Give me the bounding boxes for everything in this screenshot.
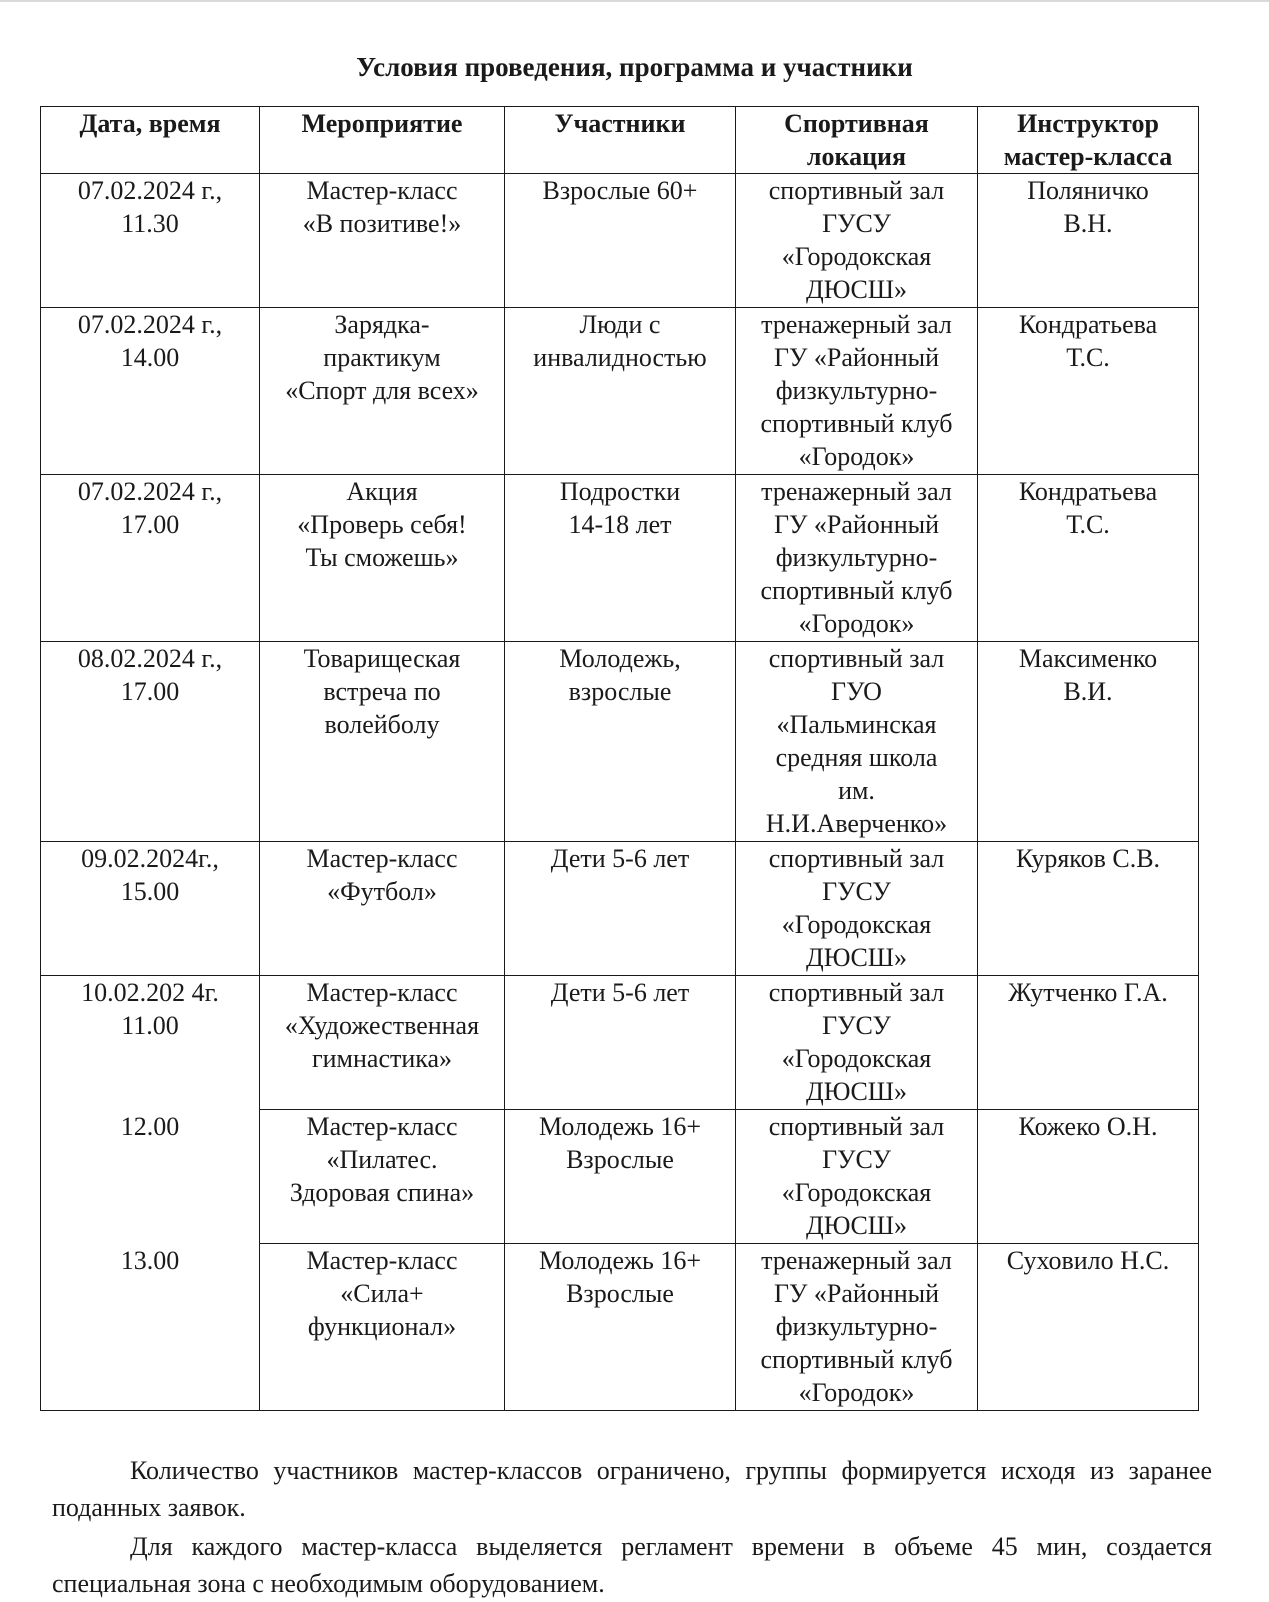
paragraph-text: Для каждого мастер-класса выделяется регламент времени в объеме 45 мин, создается специальная зона с необходимым оборудованием. xyxy=(52,1532,1212,1598)
schedule-table xyxy=(40,106,1199,1411)
cell-instructor: Кожеко О.Н. xyxy=(978,1110,1199,1244)
cell-date: 07.02.2024 г., 17.00 xyxy=(41,475,260,642)
cell-event: Товарищеская встреча по волейболу xyxy=(260,642,505,842)
cell-event: Мастер-класс «В позитиве!» xyxy=(260,174,505,308)
cell-participants: Дети 5-6 лет xyxy=(505,976,736,1110)
cell-location: спортивный зал ГУСУ «Городокская ДЮСШ» xyxy=(736,976,978,1110)
cell-event: Зарядка- практикум «Спорт для всех» xyxy=(260,308,505,475)
cell-instructor: Куряков С.В. xyxy=(978,842,1199,976)
cell-event: Мастер-класс «Пилатес. Здоровая спина» xyxy=(260,1110,505,1244)
cell-location: спортивный зал ГУСУ «Городокская ДЮСШ» xyxy=(736,174,978,308)
table-row xyxy=(41,842,1199,976)
table-row xyxy=(41,475,1199,642)
paragraph-time-limit xyxy=(52,1528,1212,1602)
cell-event: Мастер-класс «Футбол» xyxy=(260,842,505,976)
paragraph-text: Количество участников мастер-классов ограничено, группы формируется исходя из заранее поданных заявок. xyxy=(52,1456,1212,1522)
paragraph-participants-limit xyxy=(52,1452,1212,1526)
cell-instructor: Жутченко Г.А. xyxy=(978,976,1199,1110)
cell-location: спортивный зал ГУСУ «Городокская ДЮСШ» xyxy=(736,842,978,976)
cell-participants: Молодежь, взрослые xyxy=(505,642,736,842)
cell-participants: Взрослые 60+ xyxy=(505,174,736,308)
cell-instructor: Поляничко В.Н. xyxy=(978,174,1199,308)
table-row xyxy=(41,642,1199,842)
cell-event: Мастер-класс «Сила+ функционал» xyxy=(260,1244,505,1411)
cell-date: 08.02.2024 г., 17.00 xyxy=(41,642,260,842)
cell-participants: Молодежь 16+ Взрослые xyxy=(505,1110,736,1244)
header-location: Спортивная локация xyxy=(736,107,978,174)
cell-date: 10.02.202 4г. 11.00 xyxy=(41,976,260,1110)
cell-location: тренажерный зал ГУ «Районный физкультурно- спортивный клуб «Городок» xyxy=(736,308,978,475)
cell-instructor: Кондратьева Т.С. xyxy=(978,475,1199,642)
table-row xyxy=(41,1244,1199,1411)
header-participants: Участники xyxy=(505,107,736,174)
cell-event: Мастер-класс «Художественная гимнастика» xyxy=(260,976,505,1110)
cell-instructor: Суховило Н.С. xyxy=(978,1244,1199,1411)
cell-location: спортивный зал ГУО «Пальминская средняя школа им. Н.И.Аверченко» xyxy=(736,642,978,842)
page-top-border xyxy=(0,0,1269,2)
cell-participants: Дети 5-6 лет xyxy=(505,842,736,976)
cell-location: тренажерный зал ГУ «Районный физкультурно- спортивный клуб «Городок» xyxy=(736,475,978,642)
cell-date: 12.00 xyxy=(41,1110,260,1244)
header-instructor: Инструктор мастер-класса xyxy=(978,107,1199,174)
cell-instructor: Кондратьева Т.С. xyxy=(978,308,1199,475)
cell-date: 07.02.2024 г., 14.00 xyxy=(41,308,260,475)
cell-date: 13.00 xyxy=(41,1244,260,1411)
table-row xyxy=(41,976,1199,1110)
cell-event: Акция «Проверь себя! Ты сможешь» xyxy=(260,475,505,642)
cell-location: спортивный зал ГУСУ «Городокская ДЮСШ» xyxy=(736,1110,978,1244)
table-row xyxy=(41,1110,1199,1244)
table-row xyxy=(41,308,1199,475)
cell-participants: Подростки 14-18 лет xyxy=(505,475,736,642)
cell-instructor: Максименко В.И. xyxy=(978,642,1199,842)
page-title: Условия проведения, программа и участники xyxy=(356,52,913,82)
cell-participants: Люди с инвалидностью xyxy=(505,308,736,475)
cell-location: тренажерный зал ГУ «Районный физкультурно- спортивный клуб «Городок» xyxy=(736,1244,978,1411)
cell-date: 07.02.2024 г., 11.30 xyxy=(41,174,260,308)
header-event: Мероприятие xyxy=(260,107,505,174)
cell-date: 09.02.2024г., 15.00 xyxy=(41,842,260,976)
table-row xyxy=(41,174,1199,308)
header-date: Дата, время xyxy=(41,107,260,174)
table-header-row xyxy=(41,107,1199,174)
cell-participants: Молодежь 16+ Взрослые xyxy=(505,1244,736,1411)
